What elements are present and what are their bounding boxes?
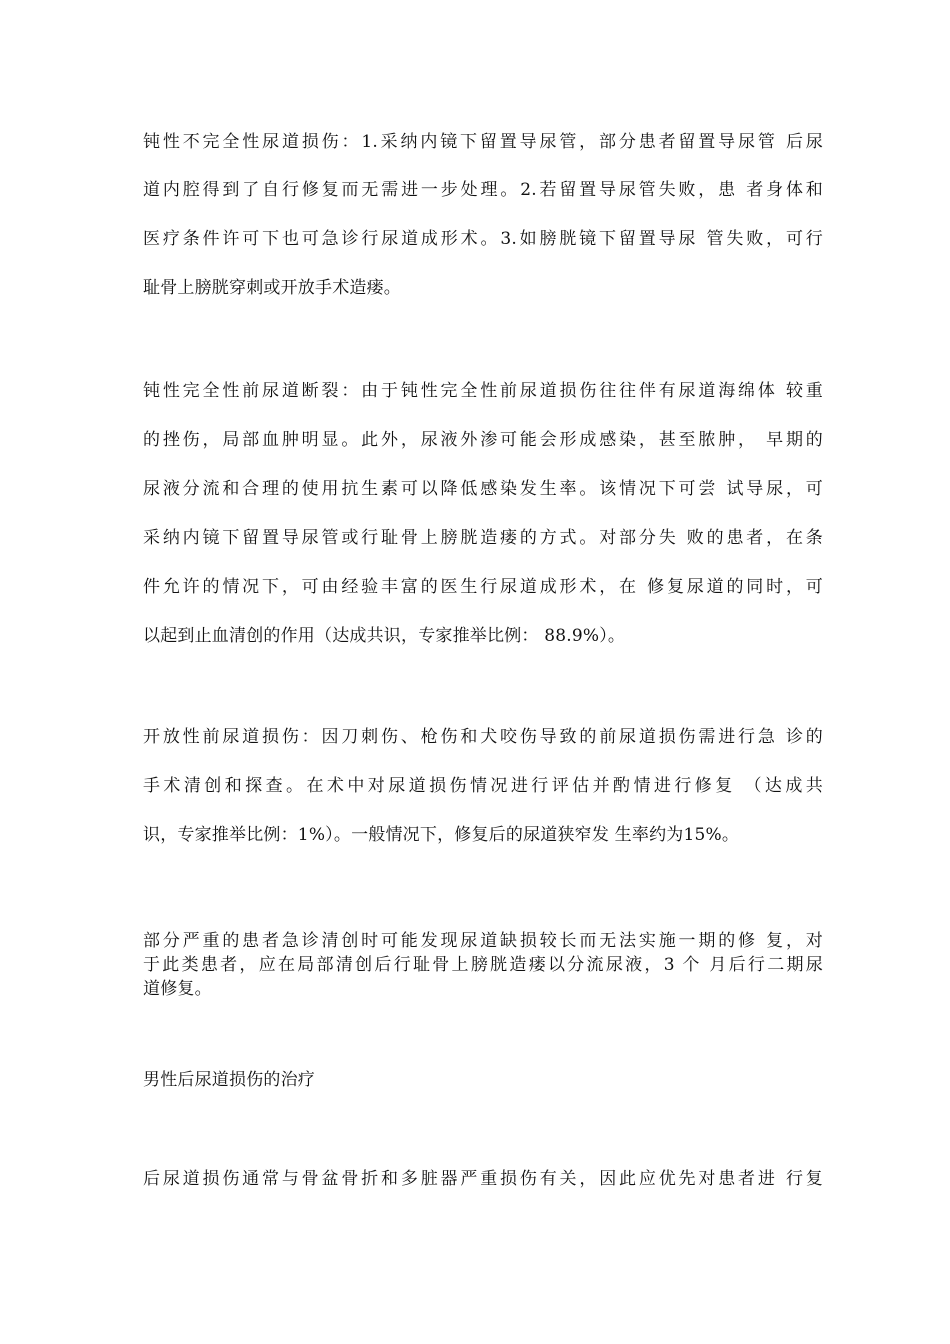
text-line: 以起到止血清创的作用（达成共识，专家推举比例： 88.9%）。 [143, 626, 626, 646]
text-line: 道修复。 [143, 979, 212, 999]
text-line: 的挫伤，局部血肿明显。此外，尿液外渗可能会形成感染，甚至脓肿， 早期的 [143, 430, 823, 450]
text-line: 手术清创和探查。在术中对尿道损伤情况进行评估并酌情进行修复 （达成共 [143, 776, 823, 796]
text-line: 道内腔得到了自行修复而无需进一步处理。2.若留置导尿管失败，患 者身体和 [143, 180, 823, 200]
section-heading: 男性后尿道损伤的治疗 [143, 1070, 315, 1090]
text-line: 钝性完全性前尿道断裂：由于钝性完全性前尿道损伤往往伴有尿道海绵体 较重 [143, 381, 823, 401]
text-line: 医疗条件许可下也可急诊行尿道成形术。3.如膀胱镜下留置导尿 管失败，可行 [143, 229, 823, 249]
text-line: 尿液分流和合理的使用抗生素可以降低感染发生率。该情况下可尝 试导尿，可 [143, 479, 823, 499]
text-line: 钝性不完全性尿道损伤：1.采纳内镜下留置导尿管，部分患者留置导尿管 后尿 [143, 132, 823, 152]
text-line: 于此类患者，应在局部清创后行耻骨上膀胱造瘘以分流尿液，3 个 月后行二期尿 [143, 955, 823, 975]
text-line: 部分严重的患者急诊清创时可能发现尿道缺损较长而无法实施一期的修 复，对 [143, 931, 823, 951]
text-line: 识，专家推举比例：1%）。一般情况下，修复后的尿道狭窄发 生率约为15%。 [143, 825, 740, 845]
text-line: 开放性前尿道损伤：因刀刺伤、枪伤和犬咬伤导致的前尿道损伤需进行急 诊的 [143, 727, 823, 747]
text-line: 采纳内镜下留置导尿管或行耻骨上膀胱造瘘的方式。对部分失 败的患者，在条 [143, 528, 823, 548]
text-line: 后尿道损伤通常与骨盆骨折和多脏器严重损伤有关，因此应优先对患者进 行复 [143, 1169, 823, 1189]
text-line: 耻骨上膀胱穿刺或开放手术造瘘。 [143, 278, 401, 298]
text-line: 件允许的情况下，可由经验丰富的医生行尿道成形术，在 修复尿道的同时，可 [143, 577, 823, 597]
